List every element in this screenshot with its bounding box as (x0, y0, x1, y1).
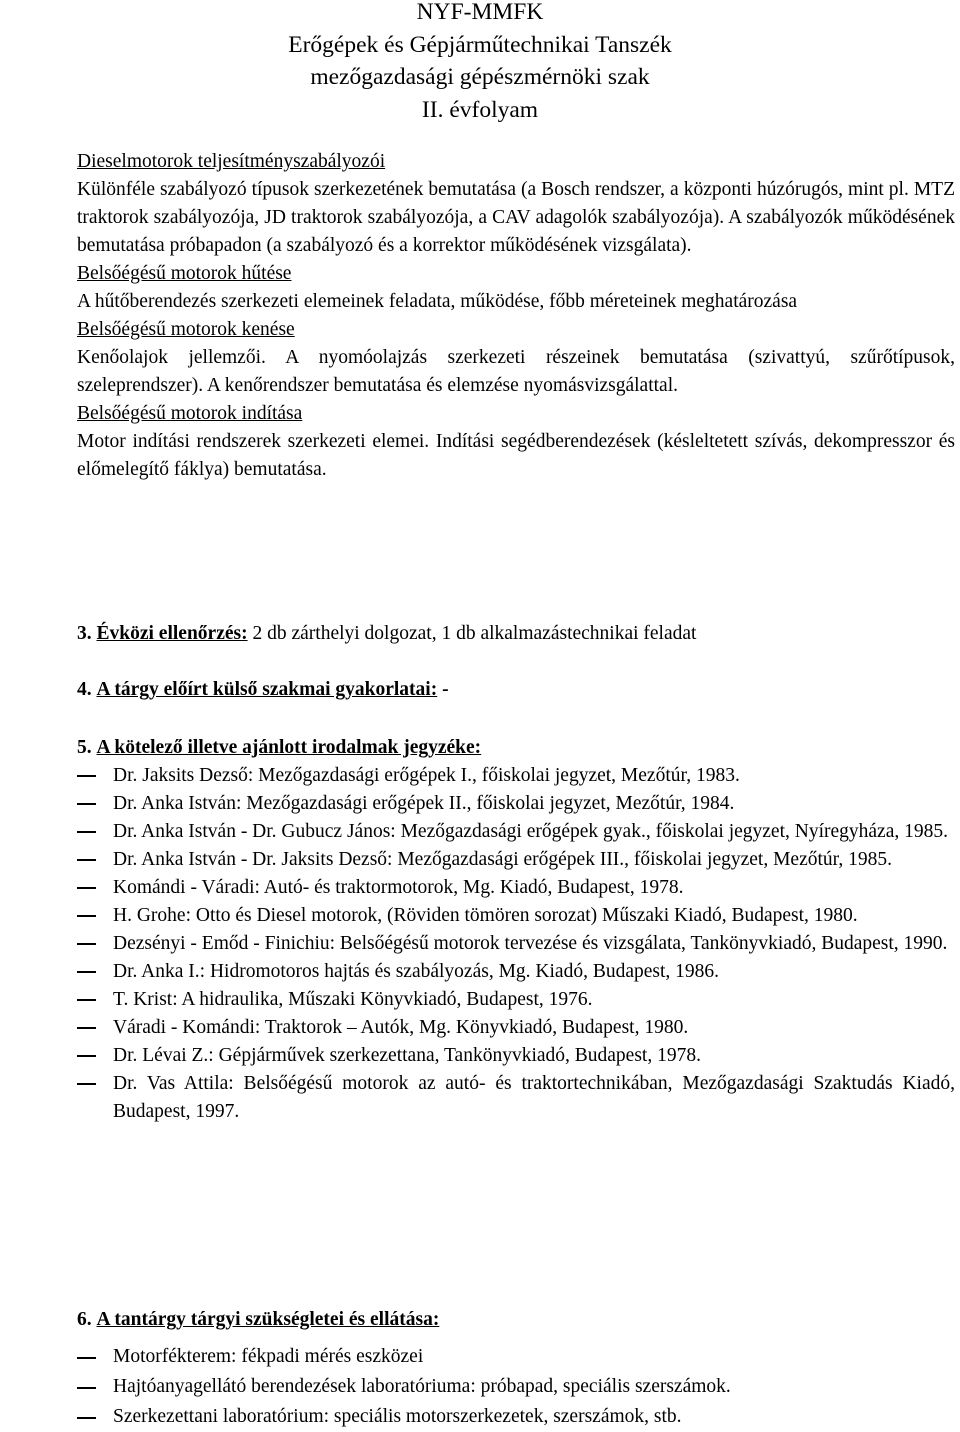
section-number: 6. (77, 1309, 92, 1330)
dash-bullet (77, 859, 96, 861)
dash-bullet (77, 1027, 96, 1029)
section-number: 5. (77, 737, 92, 758)
section-midterm-assessment (77, 620, 955, 648)
reference-item: Dr. Jaksits Dezső: Mezőgazdasági erőgépek I., főiskolai jegyzet, Mezőtúr, 1983. (77, 762, 955, 790)
document-header (0, 0, 960, 126)
facility-item: Hajtóanyagellátó berendezések laboratóriuma: próbapad, speciális szerszámok. (77, 1372, 955, 1402)
reference-item: Dezsényi - Emőd - Finichiu: Belsőégésű motorok tervezése és vizsgálata, Tankönyvkiadó, Budapest, 1990. (77, 930, 955, 958)
reference-item: Dr. Anka István - Dr. Gubucz János: Mezőgazdasági erőgépek gyak., főiskolai jegyzet, Nyíregyháza, 1985. (77, 818, 955, 846)
section-title: A kötelező illetve ajánlott irodalmak jegyzéke: (96, 737, 482, 758)
dash-bullet (77, 943, 96, 945)
dash-bullet (77, 831, 96, 833)
dash-bullet (77, 887, 96, 889)
reference-item: Dr. Vas Attila: Belsőégésű motorok az autó- és traktortechnikában, Mezőgazdasági Szaktudás Kiadó, Budapest, 1997. (77, 1070, 955, 1126)
topic-title: Belsőégésű motorok kenése (77, 319, 295, 340)
section-literature (77, 734, 955, 762)
topic-block (77, 148, 955, 260)
program-name: mezőgazdasági gépészmérnöki szak (310, 64, 650, 90)
topic-body: A hűtőberendezés szerkezeti elemeinek feladata, működése, főbb méreteinek meghatározása (77, 291, 798, 312)
reference-item: Váradi - Komándi: Traktorok – Autók, Mg. Könyvkiadó, Budapest, 1980. (77, 1014, 955, 1042)
dash-bullet (77, 971, 96, 973)
topic-title: Belsőégésű motorok indítása (77, 403, 303, 424)
section-title: A tárgy előírt külső szakmai gyakorlatai: (96, 679, 438, 700)
dash-bullet (77, 999, 96, 1001)
section-title: Évközi ellenőrzés: (96, 623, 248, 644)
dash-bullet (77, 1417, 96, 1419)
year-level: II. évfolyam (421, 96, 539, 123)
topic-block (77, 260, 955, 316)
reference-item: Dr. Anka István - Dr. Jaksits Dezső: Mezőgazdasági erőgépek III., főiskolai jegyzet, Mezőtúr, 1985. (77, 846, 955, 874)
section-facilities (77, 1306, 955, 1334)
topic-body: Kenőolajok jellemzői. A nyomóolajzás szerkezeti részeinek bemutatása (szivattyú, szűrőtípusok, szeleprendszer). A kenőrendszer bemutatása és elemzése nyomásvizsgálattal. (77, 347, 955, 396)
dash-bullet (77, 915, 96, 917)
department-name: Erőgépek és Gépjárműtechnikai Tanszék (288, 31, 672, 58)
facility-list (77, 1342, 955, 1432)
reference-item: Dr. Anka I.: Hidromotoros hajtás és szabályozás, Mg. Kiadó, Budapest, 1986. (77, 958, 955, 986)
topic-body: Különféle szabályozó típusok szerkezetének bemutatása (a Bosch rendszer, a központi húzórugós, mint pl. MTZ traktorok szabályozója, JD traktorok szabályozója, a CAV adagolók szabályozója). A szabályozók működésének bemutatása próbapadon (a szabályozó és a korrektor működésének vizsgálata). (77, 179, 955, 256)
topic-title: Belsőégésű motorok hűtése (77, 263, 292, 284)
topic-title: Dieselmotorok teljesítményszabályozói (77, 151, 386, 172)
topic-body: Motor indítási rendszerek szerkezeti elemei. Indítási segédberendezések (késleltetett szívás, dekompresszor és előmelegítő fáklya) bemutatása. (77, 431, 955, 480)
section-text: - (437, 679, 449, 700)
reference-item: Komándi - Váradi: Autó- és traktormotorok, Mg. Kiadó, Budapest, 1978. (77, 874, 955, 902)
dash-bullet (77, 1387, 96, 1389)
section-number: 4. (77, 679, 92, 700)
dash-bullet (77, 775, 96, 777)
dash-bullet (77, 803, 96, 805)
section-title: A tantárgy tárgyi szükségletei és ellátása: (96, 1309, 440, 1330)
reference-item: Dr. Anka István: Mezőgazdasági erőgépek II., főiskolai jegyzet, Mezőtúr, 1984. (77, 790, 955, 818)
topic-list (77, 148, 955, 484)
facility-item: Motorfékterem: fékpadi mérés eszközei (77, 1342, 955, 1372)
topic-block (77, 316, 955, 400)
reference-item: Dr. Lévai Z.: Gépjárművek szerkezettana, Tankönyvkiadó, Budapest, 1978. (77, 1042, 955, 1070)
section-external-practice (77, 676, 955, 704)
dash-bullet (77, 1055, 96, 1057)
section-number: 3. (77, 623, 92, 644)
reference-item: T. Krist: A hidraulika, Műszaki Könyvkiadó, Budapest, 1976. (77, 986, 955, 1014)
faculty-code: NYF-MMFK (416, 0, 544, 25)
facility-item: Szerkezettani laboratórium: speciális motorszerkezetek, szerszámok, stb. (77, 1402, 955, 1432)
reference-list (77, 762, 955, 1126)
reference-item: H. Grohe: Otto és Diesel motorok, (Röviden tömören sorozat) Műszaki Kiadó, Budapest, 1980. (77, 902, 955, 930)
dash-bullet (77, 1357, 96, 1359)
topic-block (77, 400, 955, 484)
section-text: 2 db zárthelyi dolgozat, 1 db alkalmazástechnikai feladat (247, 623, 697, 644)
dash-bullet (77, 1083, 96, 1085)
